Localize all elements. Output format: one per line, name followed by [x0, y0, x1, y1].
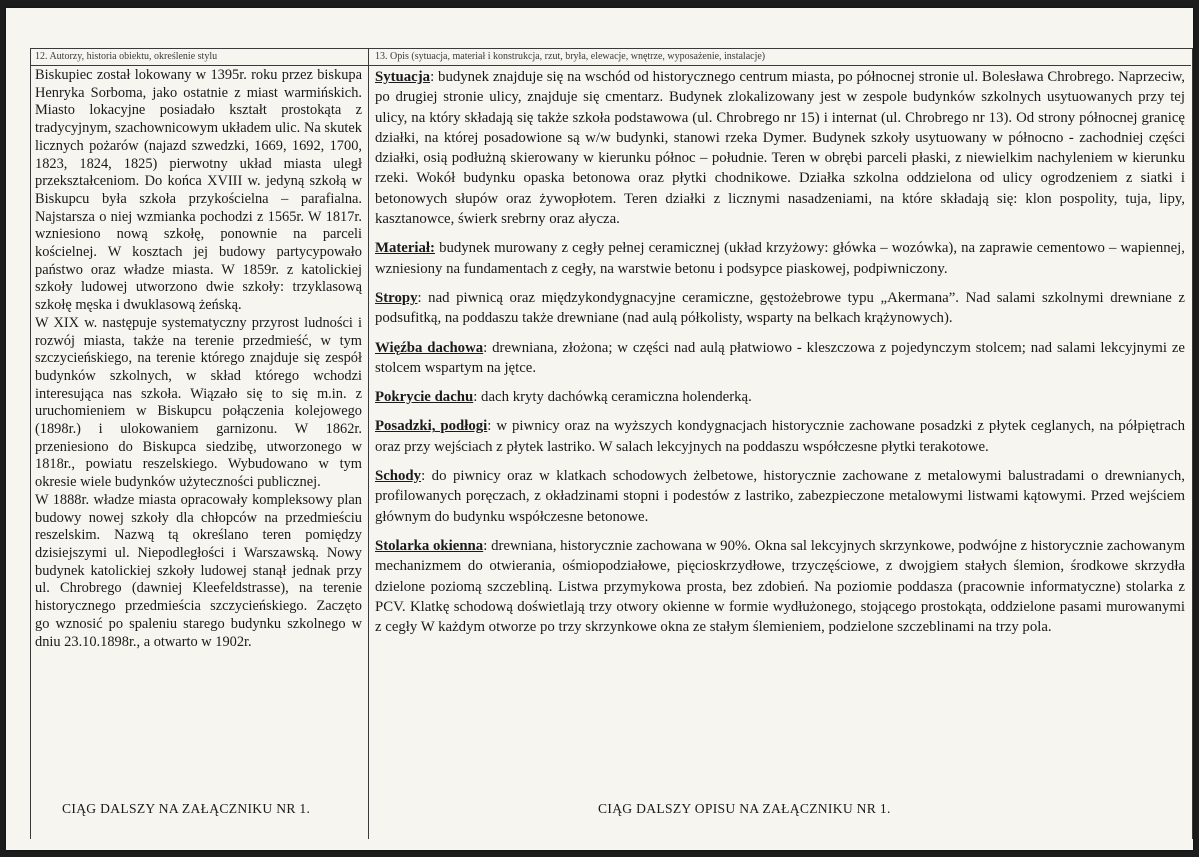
- form-frame: [30, 48, 1193, 839]
- section-posadzki: Posadzki, podłogi: w piwnicy oraz na wyższych kondygnacjach historycznie zachowane posadzki z płytek ceglanych, na półpiętrach oraz przy wejściach z płytek lastriko. W salach lekcyjnych na poddaszu współczesne płytki terakotowe.: [375, 418, 1185, 455]
- description-text: [375, 67, 1185, 646]
- history-text: [35, 67, 362, 651]
- section-material: [375, 238, 1185, 279]
- section-heading: Materiał:: [375, 240, 435, 257]
- section-body: do piwnicy oraz w klatkach schodowych żelbetowe, historycznie zachowane z metalowymi balustradami o drewnianych, profilowanych poręczach, z okładzinami stopni i podestów z lastriko, zabezpieczone metalowymi listwami kątowymi. Przed wejściem głównym do budynku współczesne betonowe.: [375, 468, 1185, 525]
- section-body: nad piwnicą oraz międzykondygnacyjne ceramiczne, gęstożebrowe typu „Akermana”. Nad salami szkolnymi drewniane z podsufitką, na poddaszu także drewniane (nad aulą półkolisty, wsparty na belkach krążynowych).: [375, 289, 1185, 327]
- section-heading: Schody: [375, 468, 422, 485]
- history-paragraph: W XIX w. następuje systematyczny przyrost ludności i rozwój miasta, także na terenie przedmieść, w tym szczycieńskiego, na terenie którego znajduje się zespół budynków szkolnych, w skład którego wchodzi interesująca nas szkoła. Wiązało się to się m.in. z uruchomieniem w Biskupcu połączenia kolejowego (1898r.) i ulokowaniem garnizonu. W 1862r. przeniesiono do Biskupca siedzibę, utworzonego w 1818r., powiatu reszelskiego. Wybudowano w tym okresie wiele budynków użyteczności publicznej.: [35, 314, 362, 491]
- section-wiezba: Więźba dachowa: drewniana, złożona; w części nad aulą płatwiowo - kleszczowa z pojedynczym stolcem; nad salami lekcyjnymi ze stolcem wspartym na jętce.: [375, 339, 1185, 376]
- history-continuation-note: CIĄG DALSZY NA ZAŁĄCZNIKU NR 1.: [62, 801, 311, 816]
- section-heading: Pokrycie dachu: [375, 389, 474, 406]
- form-sheet: [6, 8, 1193, 850]
- history-paragraph: W 1888r. władze miasta opracowały kompleksowy plan budowy nowej szkoły dla chłopców na przedmieściu reszelskim. Nazwą tą określano teren pomiędzy dzisiejszymi ul. Niepodległości i Warszawską. Nowy budynek katolickiej szkoły ludowej stanął jednak przy ul. Chrobrego (dawniej Kleefeldstrasse), na terenie historycznego przedmieścia szczycieńskiego. Zaczęto go wznosić po spaleniu starego budynku szkolnego w dniu 23.10.1898r., a otwarto w 1902r.: [35, 491, 362, 650]
- section-pokrycie: Pokrycie dachu: dach kryty dachówką ceramiczna holenderką.: [375, 389, 752, 406]
- description-continuation-note: CIĄG DALSZY OPISU NA ZAŁĄCZNIKU NR 1.: [598, 801, 891, 816]
- section-body: drewniana, złożona; w części nad aulą płatwiowo - kleszczowa z pojedynczym stolcem; nad salami lekcyjnymi ze stolcem wspartym na jętce.: [375, 339, 1185, 376]
- section-heading: Stolarka okienna: [375, 537, 484, 554]
- section-body: budynek znajduje się na wschód od historycznego centrum miasta, po północnej stronie ul. Bolesława Chrobrego. Naprzeciw, po drugiej stronie ulicy, znajduje się cmentarz. Budynek zlokalizowany jest w zespole budynków szkolnych usytuowanych przy tej ulicy, na który składają się także szkoła podstawowa (ul. Chrobrego nr 15) i internat (ul. Chrobrego nr 13). Od strony północnej granicę działki, na której posadowione są w/w budynki, stanowi rzeka Dymer. Budynek szkoły usytuowany w północno - zachodniej części działki, osią podłużną skierowany w kierunku północ – południe. Teren w obrębi parceli płaski, z niewielkim nachyleniem w kierunku rzeki. Wokół budynku opaska betonowa oraz płytki chodnikowe. Działka szkolna oddzielona od ulicy ogrodzeniem z siatki i betonowych słupów oraz żywopłotem. Teren działki z licznymi nasadzeniami, na które składają się: klon pospolity, tuja, lipy, kasztanowce, świerk srebrny oraz ałycza.: [375, 69, 1185, 228]
- section-stolarka: Stolarka okienna: drewniana, historycznie zachowana w 90%. Okna sal lekcyjnych skrzynkowe, podwójne z historycznie zachowanym mechanizmem do otwierania, ośmiopodziałowe, pięcioskrzydłowe, trzyczęściowe, z dwojgiem stałych ślemion, środkowe skrzydła dzielone poziomą szczebliną. Listwa przymykowa prosta, bez zdobień. Na poziomie poddasza (pracownie informatyczne) stolarka z PCV. Klatkę schodową doświetlają trzy otwory okienne w formie wydłużonego, stojącego prostokąta, oddzielone pasami murowanymi z cegły W każdym otworze po trzy skrzynkowe okna ze stałym ślemieniem, podzielone szczeblinami na trzy pola.: [375, 537, 1185, 636]
- section-heading: Więźba dachowa: [375, 339, 484, 356]
- field13-header-rule: [369, 65, 1191, 66]
- section-schody: Schody: do piwnicy oraz w klatkach schodowych żelbetowe, historycznie zachowane z metalowymi balustradami o drewnianych, profilowanych poręczach, z okładzinami stopni i podestów z lastriko, zabezpieczone metalowymi listwami kątowymi. Przed wejściem głównym do budynku współczesne betonowe.: [375, 468, 1185, 525]
- section-body: w piwnicy oraz na wyższych kondygnacjach historycznie zachowane posadzki z płytek ceglanych, na półpiętrach oraz przy wejściach z płytek lastriko. W salach lekcyjnych na poddaszu współczesne płytki terakotowe.: [375, 418, 1185, 455]
- section-body: drewniana, historycznie zachowana w 90%. Okna sal lekcyjnych skrzynkowe, podwójne z historycznie zachowanym mechanizmem do otwierania, ośmiopodziałowe, pięcioskrzydłowe, trzyczęściowe, z dwojgiem stałych ślemion, środkowe skrzydła dzielone poziomą szczebliną. Listwa przymykowa prosta, bez zdobień. Na poziomie poddasza (pracownie informatyczne) stolarka z PCV. Klatkę schodową doświetlają trzy otwory okienne w formie wydłużonego, stojącego prostokąta, oddzielone pasami murowanymi z cegły W każdym otworze po trzy skrzynkowe okna ze stałym ślemieniem, podzielone szczeblinami na trzy pola.: [375, 537, 1185, 636]
- column-divider: [368, 49, 369, 839]
- section-heading: Stropy: [375, 289, 418, 306]
- section-heading: Sytuacja: [375, 69, 431, 85]
- section-stropy: Stropy: nad piwnicą oraz międzykondygnacyjne ceramiczne, gęstożebrowe typu „Akermana”. Nad salami szkolnymi drewniane z podsufitką, na poddaszu także drewniane (nad aulą półkolisty, wsparty na belkach krążynowych).: [375, 289, 1185, 327]
- field12-header-rule: [31, 65, 368, 66]
- section-heading: Posadzki, podłogi: [375, 418, 488, 435]
- section-body: dach kryty dachówką ceramiczna holenderką.: [477, 389, 752, 406]
- section-body: budynek murowany z cegły pełnej ceramicznej (układ krzyżowy: główka – wozówka), na zaprawie cementowo – wapiennej, wzniesiony na fundamentach z cegły, na warstwie betonu i podsypce piaskowej, podpiwniczony.: [375, 240, 1185, 277]
- field13-header: 13. Opis (sytuacja, materiał i konstrukcja, rzut, bryła, elewacje, wnętrze, wyposażenie, instalacje): [375, 51, 766, 62]
- section-sytuacja: Sytuacja: budynek znajduje się na wschód od historycznego centrum miasta, po północnej stronie ul. Bolesława Chrobrego. Naprzeciw, po drugiej stronie ulicy, znajduje się cmentarz. Budynek zlokalizowany jest w zespole budynków szkolnych usytuowanych przy tej ulicy, na który składają się także szkoła podstawowa (ul. Chrobrego nr 15) i internat (ul. Chrobrego nr 13). Od strony północnej granicę działki, na której posadowione są w/w budynki, stanowi rzeka Dymer. Budynek szkoły usytuowany w północno - zachodniej części działki, osią podłużną skierowany w kierunku północ – południe. Teren w obrębi parceli płaski, z niewielkim nachyleniem w kierunku rzeki. Wokół budynku opaska betonowa oraz płytki chodnikowe. Działka szkolna oddzielona od ulicy ogrodzeniem z siatki i betonowych słupów oraz żywopłotem. Teren działki z licznymi nasadzeniami, na które składają się: klon pospolity, tuja, lipy, kasztanowce, świerk srebrny oraz ałycza.: [375, 69, 1185, 228]
- field12-header: 12. Autorzy, historia obiektu, określenie stylu: [35, 51, 218, 62]
- history-paragraph: Biskupiec został lokowany w 1395r. roku przez biskupa Henryka Sorboma, jako ostatnie z miast warmińskich. Miasto lokacyjne posiadało kształt prostokąta z tradycyjnym, szachownicowym układem ulic. Na skutek licznych pożarów (najazd szwedzki, 1669, 1692, 1700, 1823, 1824, 1825) pierwotny układ miasta uległ przekształceniom. Do końca XVIII w. jedyną szkołą w Biskupcu była szkoła przykościelna – parafialna. Najstarsza o niej wzmianka pochodzi z 1565r. W 1817r. wzniesiono nową szkołę, ponownie na parceli kościelnej. W kosztach jej budowy partycypowało państwo oraz władze miasta. W 1859r. z katolickiej szkoły ludowej utworzono dwie szkoły: trzyklasową szkołę męska i dwuklasową żeńską.: [35, 67, 362, 314]
